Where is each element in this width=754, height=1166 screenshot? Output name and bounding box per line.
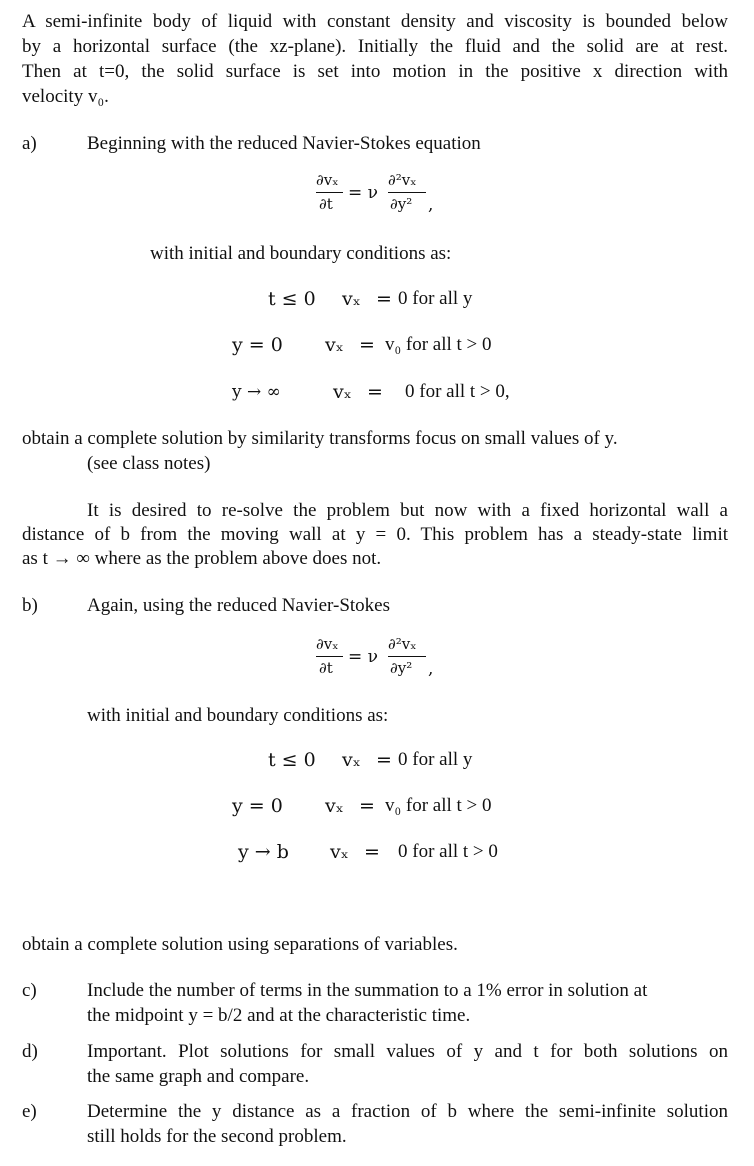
eq-a-equals: = ν bbox=[348, 183, 378, 203]
cond-var: vₓ bbox=[342, 288, 361, 310]
eq-b-equals: = ν bbox=[348, 647, 378, 667]
eq-b-num-left: ∂vₓ bbox=[316, 635, 339, 653]
part-a-label: a) bbox=[22, 133, 37, 154]
eq-a-den-left: ∂t bbox=[319, 195, 333, 213]
eq-a-den-right: ∂y² bbox=[390, 195, 413, 213]
cond-right: 0 for all t > 0 bbox=[398, 841, 498, 862]
part-b-task: obtain a complete solution using separations of variables. bbox=[22, 934, 458, 955]
cond-right: 0 for all t > 0, bbox=[405, 381, 510, 402]
part-b-label: b) bbox=[22, 595, 38, 616]
cond-right: 0 for all y bbox=[398, 749, 473, 770]
eq-b-comma: , bbox=[428, 659, 434, 679]
part-a-conditions-intro: with initial and boundary conditions as: bbox=[150, 243, 452, 264]
intro-line-2: by a horizontal surface (the xz-plane). Initially the fluid and the solid are at rest. bbox=[22, 36, 728, 57]
cond-left: t ≤ 0 bbox=[268, 749, 316, 771]
pde-equation-b bbox=[316, 635, 446, 685]
middle-line-2: distance of b from the moving wall at y = 0. This problem has a steady-state limit bbox=[22, 524, 728, 545]
eq-a-num-left: ∂vₓ bbox=[316, 171, 339, 189]
part-c-label: c) bbox=[22, 980, 37, 1001]
cond-eq: = bbox=[376, 288, 392, 310]
cond-var: vₓ bbox=[333, 381, 352, 403]
eq-b-den-right: ∂y² bbox=[390, 659, 413, 677]
cond-right: v₀ for all t > 0 bbox=[385, 334, 492, 355]
part-d-line-2: the same graph and compare. bbox=[87, 1066, 310, 1087]
cond-left: t ≤ 0 bbox=[268, 288, 316, 310]
part-d-line-1: Important. Plot solutions for small values of y and t for both solutions on bbox=[87, 1041, 728, 1062]
cond-var: vₓ bbox=[325, 334, 344, 356]
intro-line-4: velocity v₀. bbox=[22, 86, 109, 107]
cond-right: v₀ for all t > 0 bbox=[385, 795, 492, 816]
part-e-label: e) bbox=[22, 1101, 37, 1122]
cond-left: y → b bbox=[238, 841, 289, 863]
part-a-note: (see class notes) bbox=[87, 453, 211, 474]
intro-line-3: Then at t=0, the solid surface is set into motion in the positive x direction with bbox=[22, 61, 728, 82]
cond-var: vₓ bbox=[325, 795, 344, 817]
eq-a-num-right: ∂²vₓ bbox=[388, 171, 417, 189]
cond-eq: = bbox=[376, 749, 392, 771]
part-a-lead: Beginning with the reduced Navier-Stokes equation bbox=[87, 133, 481, 154]
part-e-line-2: still holds for the second problem. bbox=[87, 1126, 347, 1147]
part-e-line-1: Determine the y distance as a fraction of b where the semi-infinite solution bbox=[87, 1101, 728, 1122]
part-d-label: d) bbox=[22, 1041, 38, 1062]
cond-left: y = 0 bbox=[232, 795, 283, 817]
cond-eq: = bbox=[359, 334, 375, 356]
intro-line-1: A semi-infinite body of liquid with constant density and viscosity is bounded below bbox=[22, 11, 728, 32]
cond-right: 0 for all y bbox=[398, 288, 473, 309]
part-b-conditions-intro: with initial and boundary conditions as: bbox=[87, 705, 389, 726]
part-c-line-2: the midpoint y = b/2 and at the characteristic time. bbox=[87, 1005, 471, 1026]
eq-a-bar-right bbox=[388, 192, 426, 193]
part-c-line-1: Include the number of terms in the summation to a 1% error in solution at bbox=[87, 980, 648, 1001]
cond-eq: = bbox=[364, 841, 380, 863]
eq-b-bar-left bbox=[316, 656, 343, 657]
eq-b-bar-right bbox=[388, 656, 426, 657]
cond-left: y → ∞ bbox=[232, 382, 281, 402]
middle-line-1: It is desired to re-solve the problem but now with a fixed horizontal wall a bbox=[87, 500, 728, 521]
cond-eq: = bbox=[367, 381, 383, 403]
eq-b-den-left: ∂t bbox=[319, 659, 333, 677]
eq-a-bar-left bbox=[316, 192, 343, 193]
part-b-lead: Again, using the reduced Navier-Stokes bbox=[87, 595, 391, 616]
cond-var: vₓ bbox=[330, 841, 349, 863]
middle-line-3: as t → ∞ where as the problem above does not. bbox=[22, 548, 382, 569]
eq-a-comma: , bbox=[428, 195, 434, 215]
eq-b-num-right: ∂²vₓ bbox=[388, 635, 417, 653]
part-a-task: obtain a complete solution by similarity transforms focus on small values of y. bbox=[22, 428, 618, 449]
cond-eq: = bbox=[359, 795, 375, 817]
pde-equation-a bbox=[316, 171, 446, 221]
cond-left: y = 0 bbox=[232, 334, 283, 356]
cond-var: vₓ bbox=[342, 749, 361, 771]
